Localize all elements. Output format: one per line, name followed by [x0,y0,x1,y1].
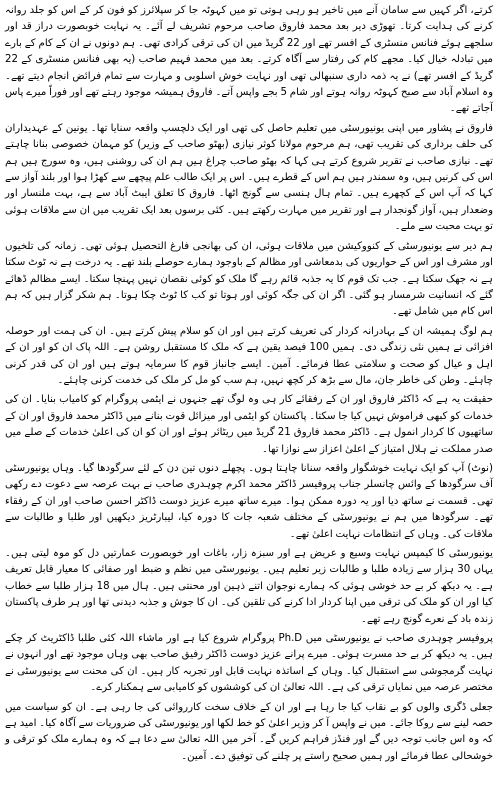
article-paragraph-1: کرتے، اگر کہیں سے سامان آنے میں تاخیر ہو رہی ہوتی تو میں کہوٹہ جا کر سپلائرز کو فون کر کے اس کو جلد روانہ کرنے کی ہدایت کرتا۔ تھوڑی دیر بعد محمد فاروق صاحب مرحوم تشریف لے آئے۔ یہ نہایت خوبصورت دراز قد اور سلجھے ہوئے فنانس منسٹری کے افسر تھے اور 22 گریڈ میں ان کی ترقی کرادی تھی۔ ہم دونوں نے ان کے کام کے بارے میں تبادلہ خیال کیا۔ مجھے کام کی رفتار سے آگاہ کرتے۔ بعد میں محمد فہیم صاحب (یہ بھی فنانس منسٹری کے 22 گریڈ کے افسر تھے) نے یہ ذمہ داری سنبھالی تھی اور نہایت خوش اسلوبی و مہارت سے تمام فرائض انجام دیتے تھے۔ وہ اسلام آباد سے صبح کہوٹہ روانہ ہوتے اور شام 5 بجے واپس آتے۔ فاروق ہمیشہ موجود رہتے تھے اور فوراً میرے پاس آجاتے تھے۔ [5,5,493,115]
article-paragraph-6: (نوٹ) آپ کو ایک نہایت خوشگوار واقعہ سنانا چاہتا ہوں۔ پچھلے دنوں تین دن کے لئے سرگودھا گیا۔ وہاں یونیورسٹی آف سرگودھا کے وائس چانسلر جناب پروفیسر ڈاکٹر محمد اکرم چوہدری صاحب نے بہت عرصہ سے دعوت دے رکھی تھی۔ قسمت نے ساتھ دیا اور یہ دورہ ممکن ہوا۔ میرے ساتھ میرے عزیز دوست ڈاکٹر احسن صاحب اور ان کے رفقاء تھے۔ سرگودھا میں ہم نے یونیورسٹی کے مختلف شعبہ جات کا دورہ کیا، لیبارٹریز دیکھیں اور طلبا و طالبات سے ملاقات کی۔ وہاں کے انتظامات نہایت اعلیٰ تھے۔ [5,462,493,540]
article-paragraph-7: یونیورسٹی کا کیمپس نہایت وسیع و عریض ہے اور سبزہ زار، باغات اور خوبصورت عمارتیں دل کو موہ لیتی ہیں۔ یہاں 30 ہزار سے زیادہ طلبا و طالبات زیر تعلیم ہیں۔ یونیورسٹی میں نظم و ضبط اور صفائی کا معیار قابل تعریف ہے۔ یہ دیکھ کر بے حد خوشی ہوئی کہ ہمارے نوجوان اتنے ذہین اور محنتی ہیں۔ ہال میں 18 ہزار طلبا سے خطاب کیا اور ان کو ملک کی ترقی میں اپنا کردار ادا کرنے کی تلقین کی۔ ان کا جوش و جذبہ دیدنی تھا اور ہر طرف پاکستان زندہ باد کے نعرے گونج رہے تھے۔ [5,548,493,625]
article-paragraph-5: حقیقت یہ ہے کہ ڈاکٹر فاروق اور ان کے رفقائے کار ہی وہ لوگ تھے جنہوں نے ایٹمی پروگرام کو کامیاب بنایا۔ ان کی خدمات کو کبھی فراموش نہیں کیا جا سکتا۔ پاکستان کو ایٹمی اور میزائل قوت بنانے میں ڈاکٹر محمد فاروق اور ان کے ساتھیوں کا کردار انمول ہے۔ ڈاکٹر محمد فاروق 21 گریڈ میں ریٹائر ہوئے اور ان کو ان کی اعلیٰ خدمات کے صلے میں صدر مملکت نے ہلال امتیاز کے اعلیٰ اعزاز سے نوازا تھا۔ [5,394,493,455]
article-paragraph-4: ہم لوگ ہمیشہ ان کے بہادرانہ کردار کی تعریف کرتے ہیں اور ان کو سلام پیش کرتے ہیں۔ ان کی ہمت اور حوصلہ افزائی نے ہمیں نئی زندگی دی۔ ہمیں 100 فیصد یقین ہے کہ ملک کا مستقبل روشن ہے۔ اللہ پاک ان کو اور ان کے اہل و عیال کو صحت و سلامتی عطا فرمائے۔ آمین۔ ایسے جانباز قوم کا سرمایہ ہوتے ہیں اور ان کی قدر کرنی چاہئے۔ وطن کی خاطر جان، مال سے بڑھ کر کچھ نہیں، ہم سب کو مل کر ملک کی خدمت کرنی چاہئے۔ [5,325,494,386]
article-paragraph-9: جعلی ڈگری والوں کو بے نقاب کیا جا رہا ہے اور ان کے خلاف سخت کارروائی کی جا رہی ہے۔ ان کو سیاست میں حصہ لینے سے روکا جائے۔ میں نے واپس آ کر وزیر اعلیٰ کو خط لکھا اور یونیورسٹی کی ضروریات سے آگاہ کیا۔ امید ہے کہ وہ اس جانب توجہ دیں گے اور فنڈز فراہم کریں گے۔ آخر میں اللہ تعالیٰ سے دعا ہے کہ وہ ہمارے ملک کو ترقی و خوشحالی عطا فرمائے اور ہمیں صحیح راستے پر چلنے کی توفیق دے۔ آمین۔ [5,701,493,762]
article-paragraph-8: پروفیسر چوہدری صاحب نے یونیورسٹی میں Ph.D پروگرام شروع کیا ہے اور ماشاء اللہ کئی طلبا ڈاکٹریٹ کر چکے ہیں۔ یہ دیکھ کر بے حد مسرت ہوئی۔ میرے پرانے عزیز دوست ڈاکٹر رفیق صاحب بھی وہاں موجود تھے اور انہوں نے نہایت گرمجوشی سے استقبال کیا۔ وہاں کے اساتذہ نہایت قابل اور تجربہ کار ہیں۔ ان کی محنت سے یونیورسٹی نے مختصر عرصہ میں نمایاں ترقی کی ہے۔ اللہ تعالیٰ ان کی کوششوں کو کامیابی سے ہمکنار کرے۔ [5,633,494,694]
article-paragraph-2: فاروق نے پشاور میں اپنی یونیورسٹی میں تعلیم حاصل کی تھی اور ایک دلچسپ واقعہ سنایا تھا۔ یونین کے عہدیداران کی حلف برداری کی تقریب تھی، ہم مرحوم مولانا کوثر نیازی (بھٹو صاحب کے وزیر) کو مہمان خصوصی بنانا چاہتے تھے۔ نیازی صاحب نے تقریر شروع کرتے ہی کہا کہ بھٹو صاحب چراغ ہیں ہم ان کی روشنی ہیں، وہ سورج ہیں ہم اس کی کرنیں ہیں، وہ سمندر ہیں ہم اس کے قطرے ہیں۔ اس پر ایک طالب علم پیچھے سے کھڑا ہوا اور بلند آواز سے کہا کہ آپ اس کے کچھرے ہیں۔ تمام ہال ہنسی سے گونج اٹھا۔ فاروق کا تعلق ایبٹ آباد سے ہے، بہت ملنسار اور وضعدار ہیں، آواز گونجدار ہے اور تقریر میں مہارت رکھتے ہیں۔ کئی برسوں بعد ایک تقریب میں ان سے ملاقات ہوئی تو بہت محبت سے ملے۔ [5,122,493,233]
article-paragraph-3: ہم دیر سے یونیورسٹی کے کنووکیشن میں ملاقات ہوئی، ان کی بھانجی فارغ التحصیل ہوئی تھی۔ زمانہ کی تلخیوں اور مشرف اور اس کے حواریوں کی بدمعاشی اور مظالم کے باوجود ہمارے حوصلے بلند تھے۔ یہ درخت ہے نہ ٹوٹ سکتا ہے نہ جھک سکتا ہے۔ جب تک قوم کا یہ جذبہ قائم رہے گا ملک کو کوئی نقصان نہیں پہنچا سکتا۔ ایسے مظالم ڈھائے گئے کہ انسانیت شرمسار ہو گئی۔ اگر ان کی جگہ کوئی اور ہوتا تو کب کا ٹوٹ چکا ہوتا۔ ہم شکر گزار ہیں کہ ہم اس کام میں شامل تھے۔ [5,240,493,318]
